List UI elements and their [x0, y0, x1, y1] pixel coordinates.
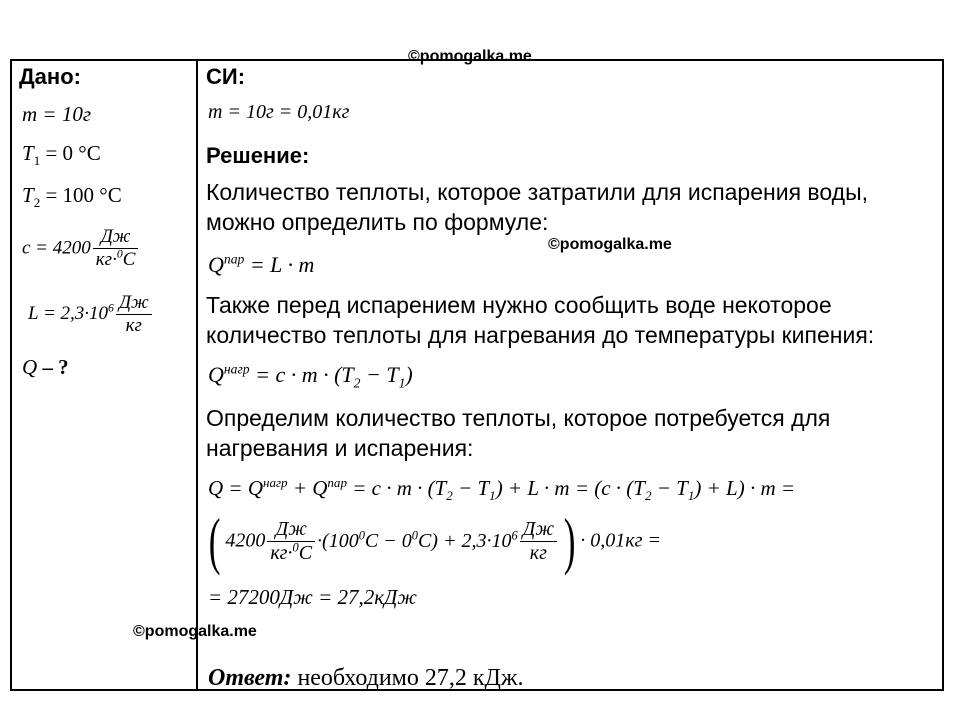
answer-line [208, 665, 523, 692]
f1-sup: пар [223, 251, 245, 267]
f4-den1 [267, 539, 315, 565]
t1-value: = 0 °C [40, 141, 101, 165]
c-den-b: C [122, 248, 136, 270]
l-fraction [116, 292, 152, 337]
c-fraction [93, 226, 139, 271]
given-t1 [22, 141, 101, 169]
f2-sub2: 2 [353, 375, 361, 391]
f2-b: − T [360, 362, 399, 387]
f4-mid [317, 527, 518, 552]
f4-den1-b: C [298, 541, 313, 564]
f4-e: · 0,01кг = [580, 529, 661, 552]
f3-e: ) + L · m = (c · (T [495, 476, 645, 500]
t1-sub: 1 [33, 153, 41, 169]
si-heading: СИ: [206, 64, 246, 89]
f2-a: = c · m · (T [249, 362, 354, 387]
f3-sup1: нагр [263, 475, 288, 490]
watermark: ©pomogalka.me [548, 236, 672, 253]
f4-sup6: 6 [511, 527, 518, 542]
t2-sub: 2 [33, 195, 41, 211]
formula-total [208, 475, 796, 504]
f4-sup-a: 0 [358, 527, 365, 542]
f4-d: C) + 2,3·10 [417, 529, 512, 552]
given-mass: m = 10г [22, 102, 92, 126]
f3-b: + Q [287, 476, 328, 500]
c-den [93, 249, 139, 271]
f4-num2: Дж [520, 518, 557, 542]
t1-symbol: T [22, 141, 34, 165]
c-den-sup: 0 [116, 247, 123, 261]
f3-sub2a: 2 [446, 488, 453, 504]
given-c [22, 226, 140, 271]
formula-substitution [204, 505, 661, 576]
t2-value: = 100 °C [40, 183, 122, 207]
f3-sup2: пар [327, 475, 347, 490]
unknown-rest: – ? [37, 355, 69, 379]
f3-c: = c · m · (T [346, 476, 447, 500]
column-divider [196, 59, 198, 691]
formula-heating [208, 361, 413, 391]
l-left [28, 303, 114, 324]
close-paren: ) [563, 505, 576, 576]
t2-symbol: T [22, 183, 34, 207]
f3-d: − T [452, 476, 490, 500]
f4-b: ·(100 [317, 529, 359, 552]
f2-c: ) [405, 362, 413, 387]
answer-label: Ответ: [208, 665, 292, 691]
l-left-text: L = 2,3·10 [28, 303, 109, 325]
formula-result: = 27200Дж = 27,2кДж [208, 585, 417, 609]
given-heading: Дано: [19, 64, 81, 89]
f4-c: C − 0 [364, 529, 412, 552]
given-t2 [22, 183, 122, 211]
f2-sup: нагр [223, 361, 250, 377]
c-left: c = 4200 [22, 237, 91, 259]
l-num: Дж [116, 292, 152, 315]
solution-paragraph-3: Определим количество теплоты, которое потребуется для нагревания и испарения: [206, 405, 831, 461]
f3-sub1a: 1 [489, 488, 496, 504]
given-l [28, 292, 154, 337]
solution-heading: Решение: [206, 143, 310, 168]
unknown-symbol: Q [22, 355, 38, 379]
solution-paragraph-2: Также перед испарением нужно сообщить воде некоторое количество теплоты для нагревания до температуры кипения: [206, 292, 875, 348]
f4-den2: кг [529, 541, 547, 564]
f4-fraction-2 [520, 518, 557, 565]
f4-a: 4200 [225, 529, 266, 552]
open-paren: ( [208, 505, 221, 576]
answer-text: необходимо 27,2 кДж. [291, 665, 524, 691]
c-num: Дж [93, 226, 139, 249]
c-den-a: кг· [95, 248, 117, 270]
f4-den1-sup: 0 [292, 539, 299, 554]
f3-f: − T [651, 476, 688, 500]
l-sup: 6 [108, 302, 114, 316]
l-den: кг [125, 314, 142, 336]
watermark: ©pomogalka.me [408, 48, 532, 65]
f3-sub2b: 2 [644, 488, 652, 504]
formula-vaporization [208, 252, 314, 278]
f3-sub1b: 1 [687, 488, 695, 504]
f3-g: ) + L) · m = [694, 476, 796, 500]
f2-sub1: 1 [398, 375, 406, 391]
f4-sup-b: 0 [411, 527, 418, 542]
watermark: ©pomogalka.me [133, 623, 257, 640]
f4-den1-a: кг· [270, 541, 293, 564]
f2-q: Q [208, 362, 224, 387]
f4-num1: Дж [267, 518, 315, 542]
f1-rest: = L · m [244, 252, 315, 277]
solution-paragraph-1: Количество теплоты, которое затратили для испарения воды, можно определить по формуле: [206, 179, 869, 235]
si-conversion: m = 10г = 0,01кг [208, 101, 350, 123]
problem-table [10, 59, 944, 691]
f4-fraction-1 [267, 518, 315, 565]
f3-a: Q = Q [208, 476, 264, 500]
given-unknown [22, 355, 69, 380]
f1-q: Q [208, 252, 224, 277]
